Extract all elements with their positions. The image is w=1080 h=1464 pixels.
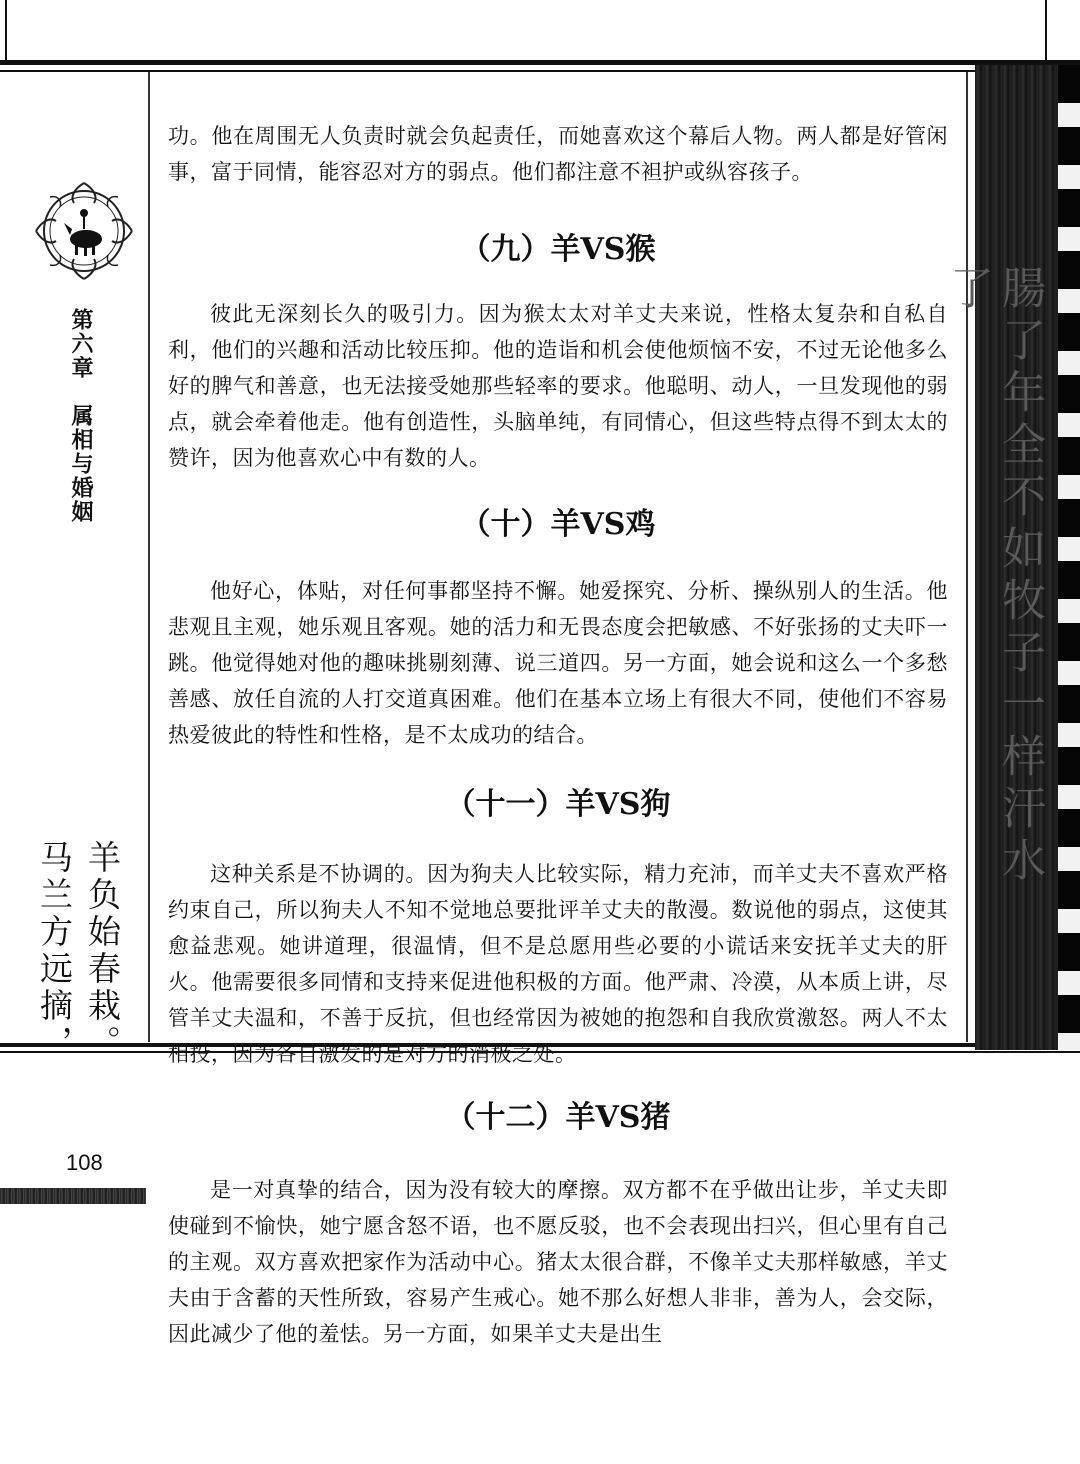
section-heading: （十二）羊VS猪 — [445, 1100, 671, 1135]
film-sprocket-holes — [1058, 65, 1080, 1050]
section-paragraph: 是一对真挚的结合，因为没有较大的摩擦。双方都不在乎做出让步，羊丈夫即使碰到不愉快，她宁愿含怒不语，也不愿反驳，也不会表现出扫兴，但心里有自己的主观。双方喜欢把家作为活动中心。猪太太很合群，不像羊丈夫那样敏感，羊丈夫由于含蓄的天性所致，容易产生戒心。她不那么好想人非非，善为人，会交际，因此减少了他的羞怯。另一方面，如果羊丈夫是出生 — [168, 1178, 948, 1346]
right-decorative-strip — [942, 65, 1080, 1050]
section-heading: （十一）羊VS狗 — [445, 787, 671, 822]
page-number: 108 — [66, 1150, 103, 1175]
poem-line: 马兰方远摘， — [35, 840, 74, 1062]
intro-paragraph: 功。他在周围无人负责时就会负起责任，而她喜欢这个幕后人物。两人都是好管闲事，富于同情，能容忍对方的弱点。他们都注意不袒护或纵容孩子。 — [168, 124, 948, 184]
goat-medallion-icon — [28, 175, 140, 287]
top-rule-thick — [0, 60, 1080, 65]
section-paragraph: 他好心，体贴，对任何事都坚持不懈。她爱探究、分析、操纵别人的生活。他悲观且主观，她乐观且客观。她的活力和无畏态度会把敏感、不好张扬的丈夫吓一跳。他觉得她对他的趣味挑剔刻薄、说三道四。另一方面，她会说和这么一个多愁善感、放任自流的人打交道真困难。他们在基本立场上有很大不同，使他们不容易热爱彼此的特性和性格，是不太成功的结合。 — [168, 579, 948, 747]
strip-calligraphy: 腸了年全不如牧子一样汗水了 — [942, 265, 1045, 889]
vertical-poem — [30, 840, 126, 1062]
section-heading: （十）羊VS鸡 — [460, 507, 656, 542]
section-paragraph: 彼此无深刻长久的吸引力。因为猴太太对羊丈夫来说，性格太复杂和自私自利，他们的兴趣和活动比较压抑。他的造诣和机会使他烦恼不安，不过无论他多么好的脾气和善意，也无法接受她那些轻率的要求。他聪明、动人，一旦发现他的弱点，就会牵着他走。他有创造性，头脑单纯，有同情心，但这些特点得不到太太的赞许，因为他喜欢心中有数的人。 — [168, 302, 948, 470]
section-paragraph: 这种关系是不协调的。因为狗夫人比较实际，精力充沛，而羊丈夫不喜欢严格约束自己，所以狗夫人不知不觉地总要批评羊丈夫的散漫。数说他的弱点，这使其愈益悲观。她讲道理，很温情，但不是总愿用些必要的小谎话来安抚羊丈夫的肝火。他需要很多同情和支持来促进他积极的方面。他严肃、冷漠，从本质上讲，尽管羊丈夫温和，不善于反抗，但也经常因为被她的抱怨和自我欣赏激怒。两人不太相投，因为各自激发的是对方的消极之处。 — [168, 862, 948, 1066]
top-right-border-line — [1045, 0, 1047, 62]
chapter-title: 第六章 属相与婚姻 — [68, 308, 93, 524]
page-number-bar — [0, 1188, 146, 1204]
top-left-border-line — [5, 0, 7, 62]
poem-line: 羊负始春栽。 — [83, 840, 122, 1062]
section-heading: （九）羊VS猴 — [460, 232, 656, 267]
